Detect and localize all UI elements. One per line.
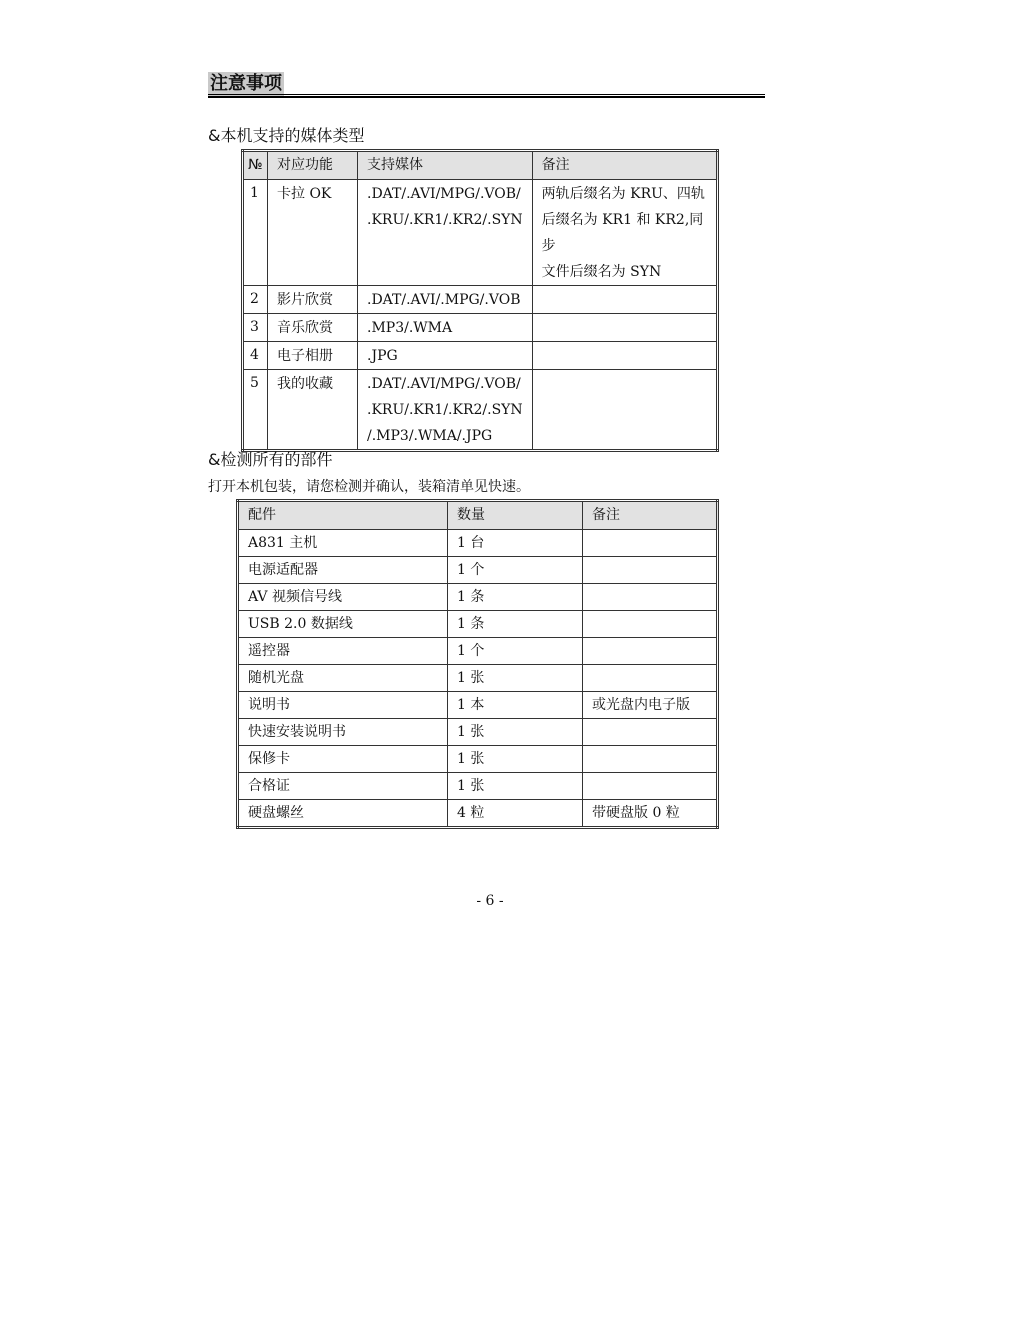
media-cell: [358, 314, 533, 342]
quantity-cell: 1 张: [448, 773, 583, 800]
part-cell: 硬盘螺丝: [238, 800, 448, 828]
part-cell: 保修卡: [238, 746, 448, 773]
cell-line: .DAT/.AVI/MPG/.VOB/: [367, 186, 521, 202]
parts-section-heading: &检测所有的部件: [208, 450, 333, 469]
table-row: [238, 665, 718, 692]
note-cell: [532, 314, 717, 342]
table-row: [238, 557, 718, 584]
column-header: №: [243, 151, 268, 180]
note-cell: [583, 557, 718, 584]
quantity-cell: 1 个: [448, 557, 583, 584]
cell-line: .MP3/.WMA: [367, 320, 453, 336]
media-table: [241, 149, 719, 452]
note-cell: [583, 530, 718, 557]
row-number-cell: 4: [243, 342, 268, 370]
media-section-heading: &本机支持的媒体类型: [208, 126, 365, 145]
part-cell: 合格证: [238, 773, 448, 800]
note-cell: 或光盘内电子版: [583, 692, 718, 719]
note-cell: [583, 746, 718, 773]
note-cell: 带硬盘版 0 粒: [583, 800, 718, 828]
part-cell: AV 视频信号线: [238, 584, 448, 611]
note-cell: [532, 286, 717, 314]
row-number-cell: 1: [243, 180, 268, 286]
cell-line: .DAT/.AVI/.MPG/.VOB: [367, 292, 521, 308]
table-row: [238, 530, 718, 557]
column-header: 备注: [532, 151, 717, 180]
table-row: [238, 692, 718, 719]
function-cell: 电子相册: [268, 342, 358, 370]
table-row: [238, 746, 718, 773]
row-number-cell: 5: [243, 370, 268, 451]
column-header: 备注: [583, 501, 718, 530]
table-row: [243, 180, 718, 286]
table-row: [238, 773, 718, 800]
part-cell: A831 主机: [238, 530, 448, 557]
column-header: 对应功能: [268, 151, 358, 180]
title-underline: [208, 94, 765, 98]
quantity-cell: 4 粒: [448, 800, 583, 828]
note-cell: [583, 584, 718, 611]
cell-line: 两轨后缀名为 KRU、四轨: [541, 186, 705, 202]
media-cell: [358, 286, 533, 314]
media-cell: [358, 370, 533, 451]
cell-line: 后缀名为 KR1 和 KR2,同步: [541, 212, 704, 254]
function-cell: 音乐欣赏: [268, 314, 358, 342]
column-header: 支持媒体: [358, 151, 533, 180]
quantity-cell: 1 条: [448, 584, 583, 611]
column-header: 配件: [238, 501, 448, 530]
part-cell: 随机光盘: [238, 665, 448, 692]
note-cell: [532, 342, 717, 370]
cell-line: 文件后缀名为 SYN: [541, 264, 662, 280]
part-cell: 说明书: [238, 692, 448, 719]
media-cell: [358, 342, 533, 370]
cell-line: .JPG: [367, 348, 398, 364]
function-cell: 我的收藏: [268, 370, 358, 451]
note-cell: [583, 665, 718, 692]
table-row: [238, 800, 718, 828]
media-cell: [358, 180, 533, 286]
part-cell: USB 2.0 数据线: [238, 611, 448, 638]
table-row: [243, 370, 718, 451]
part-cell: 电源适配器: [238, 557, 448, 584]
row-number-cell: 2: [243, 286, 268, 314]
quantity-cell: 1 张: [448, 746, 583, 773]
note-cell: [583, 719, 718, 746]
row-number-cell: 3: [243, 314, 268, 342]
note-cell: [532, 180, 717, 286]
media-table-header: [243, 151, 718, 180]
media-table-body: [243, 180, 718, 451]
table-row: [243, 314, 718, 342]
table-row: [238, 638, 718, 665]
table-row: [238, 611, 718, 638]
table-row: [243, 286, 718, 314]
quantity-cell: 1 张: [448, 719, 583, 746]
note-cell: [583, 611, 718, 638]
parts-table-body: [238, 530, 718, 828]
quantity-cell: 1 条: [448, 611, 583, 638]
page-title: 注意事项: [210, 73, 282, 94]
quantity-cell: 1 张: [448, 665, 583, 692]
table-row: [243, 342, 718, 370]
table-row: [238, 584, 718, 611]
cell-line: /.MP3/.WMA/.JPG: [367, 428, 493, 444]
part-cell: 快速安装说明书: [238, 719, 448, 746]
function-cell: 卡拉 OK: [268, 180, 358, 286]
column-header: 数量: [448, 501, 583, 530]
note-cell: [583, 638, 718, 665]
quantity-cell: 1 本: [448, 692, 583, 719]
parts-table-header: [238, 501, 718, 530]
function-cell: 影片欣赏: [268, 286, 358, 314]
note-cell: [583, 773, 718, 800]
cell-line: .DAT/.AVI/MPG/.VOB/: [367, 376, 521, 392]
quantity-cell: 1 个: [448, 638, 583, 665]
cell-line: .KRU/.KR1/.KR2/.SYN: [367, 212, 523, 228]
parts-intro-text: 打开本机包装，请您检测并确认，装箱清单见快速。: [208, 479, 530, 495]
page-number: - 6 -: [476, 893, 504, 909]
quantity-cell: 1 台: [448, 530, 583, 557]
parts-table: [236, 499, 719, 829]
note-cell: [532, 370, 717, 451]
cell-line: .KRU/.KR1/.KR2/.SYN: [367, 402, 523, 418]
table-row: [238, 719, 718, 746]
part-cell: 遥控器: [238, 638, 448, 665]
